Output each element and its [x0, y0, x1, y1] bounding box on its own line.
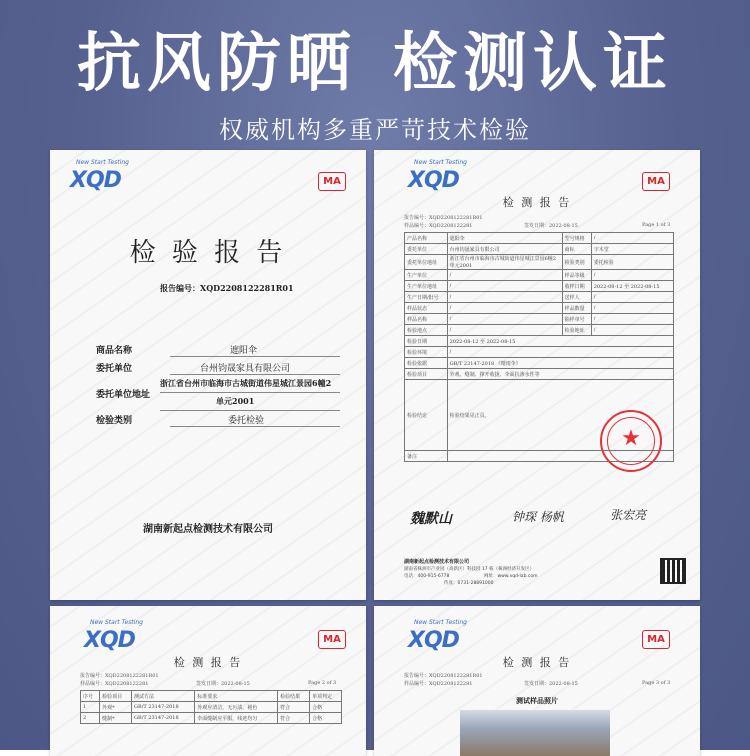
report-page-1: [374, 150, 700, 600]
table-row: 检验依据 GB/T 23147-2018 《晴雨伞》: [405, 358, 674, 369]
field-value-client: 台州钧晟家具有限公司: [200, 364, 291, 374]
banner-title-left: 抗风防晒: [77, 27, 357, 101]
signature-reviewer: 钟琛 杨帆: [512, 510, 564, 524]
table-row: 检验结论 检验结果见正页。: [405, 380, 674, 451]
issue-date: 签发日期：2022-08-15: [524, 681, 578, 687]
table-row: 检验地点 / 检验地址 /: [405, 325, 674, 336]
page-number: Page 2 of 3: [308, 680, 337, 686]
report-no: 报告编号：XQD2208122281R01: [404, 215, 483, 221]
page-number: Page 1 of 3: [642, 222, 671, 228]
field-label-product: 商品名称: [96, 346, 133, 356]
cover-heading: 检 验 报 告: [129, 238, 287, 268]
xqd-logo: New Start Testing XQD: [84, 619, 143, 653]
results-table: [80, 690, 342, 724]
official-stamp: ★: [600, 410, 662, 472]
signature-tester: 张宏亮: [610, 508, 647, 522]
field-value-product: 遮阳伞: [230, 346, 258, 356]
cma-mark: MA: [318, 172, 346, 191]
table-row: 样品名称 / 抽样单号 /: [405, 314, 674, 325]
banner-title-right: 检测认证: [393, 27, 673, 101]
banner-subtitle: 权威机构多重严苛技术检验: [219, 116, 531, 144]
footer-org: 湖南新起点检测技术有限公司: [404, 559, 470, 565]
field-label-client: 委托单位: [96, 364, 133, 374]
table-row: 备注: [405, 451, 674, 462]
report-page-3: [374, 606, 700, 756]
xqd-logo: New Start Testing XQD: [408, 619, 467, 653]
photo-title: 测试样品照片: [516, 696, 558, 705]
field-value-address: 浙江省台州市临海市古城街道伟星城江景园6幢2: [160, 378, 332, 388]
table-row: 生产日期/批号 / 送样人 /: [405, 292, 674, 303]
field-value-address-2: 单元2001: [216, 396, 255, 406]
issue-date: 签发日期：2022-08-15: [524, 223, 578, 229]
field-label-address: 委托单位地址: [96, 390, 151, 400]
cover-report-no: 报告编号：XQD2208122281R01: [160, 283, 294, 293]
cma-mark: MA: [642, 630, 670, 649]
table-row: 检验项目 外观、缝制、撑开收拢、伞面抗渗水性等: [405, 369, 674, 380]
table-row: 检验日期 2022-08-12 至 2022-08-15: [405, 336, 674, 347]
table-row: 1 外观* GB/T 23147-2018 外观应清洁，无污渍、褪色 符合 合格: [81, 702, 342, 713]
report-heading: 检 测 报 告: [173, 656, 243, 669]
footer-web: 网址：www.xqd-lab.com: [484, 574, 538, 579]
cover-org: 湖南新起点检测技术有限公司: [143, 524, 273, 535]
field-label-category: 检验类别: [96, 416, 133, 426]
signature-approver: 魏默山: [410, 511, 452, 527]
banner-title: [0, 12, 750, 104]
report-no: 报告编号：XQD2208122281R01: [80, 673, 159, 679]
footer-address: 湖南省株洲市产业园（高新区）科技园 17 栋（株洲经济开发区）: [404, 567, 535, 572]
cma-mark: MA: [642, 172, 670, 191]
logo-tagline: New Start Testing: [414, 619, 467, 626]
report-heading: 检 测 报 告: [502, 196, 572, 209]
table-row: 样品状态 / 样品数量 /: [405, 303, 674, 314]
table-row: 产品名称 遮阳伞 型号规格 /: [405, 233, 674, 244]
logo-tagline: New Start Testing: [90, 619, 143, 626]
logo-tagline: New Start Testing: [76, 159, 129, 166]
cma-mark: MA: [318, 630, 346, 649]
issue-date: 签发日期：2022-08-15: [196, 681, 250, 687]
sample-no: 样品编号：XQD2208122281: [404, 223, 473, 229]
report-page-2: [50, 606, 366, 756]
table-row: 委托单位地址 浙江省台州市临海市古城街道伟星城江景园6幢2单元2001 检验类别 委托检验: [405, 255, 674, 270]
report-cover-page: [50, 150, 366, 600]
field-value-category: 委托检验: [228, 416, 265, 426]
report-heading: 检 测 报 告: [502, 656, 572, 669]
table-row: 委托单位 台州钧晟家具有限公司 商标 宇木堂: [405, 244, 674, 255]
footer-tel: 电话：400-915-6778: [404, 574, 450, 579]
xqd-logo: New Start Testing XQD: [70, 159, 129, 193]
xqd-logo: New Start Testing XQD: [408, 159, 467, 193]
table-row: 生产单位 / 样品等级 /: [405, 270, 674, 281]
sample-photo: [460, 710, 610, 756]
table-row: 2 缝制* GB/T 23147-2018 伞面缝制应平服，线迹均匀 符合 合格: [81, 713, 342, 724]
page-number: Page 3 of 3: [642, 680, 671, 686]
sample-no: 样品编号：XQD2208122281: [80, 681, 149, 687]
table-row: 检验环境 /: [405, 347, 674, 358]
qr-code: [660, 558, 686, 584]
report-no: 报告编号：XQD2208122281R01: [404, 673, 483, 679]
table-row: 序号 检验项目 测试方法 标准要求 检验结果 单项判定: [81, 691, 342, 702]
logo-tagline: New Start Testing: [414, 159, 467, 166]
sample-no: 样品编号：XQD2208122281: [404, 681, 473, 687]
footer-fax: 传真：0731-28891000: [444, 581, 494, 586]
table-row: 生产单位地址 / 收样日期 2022-08-12 至 2022-08-15: [405, 281, 674, 292]
